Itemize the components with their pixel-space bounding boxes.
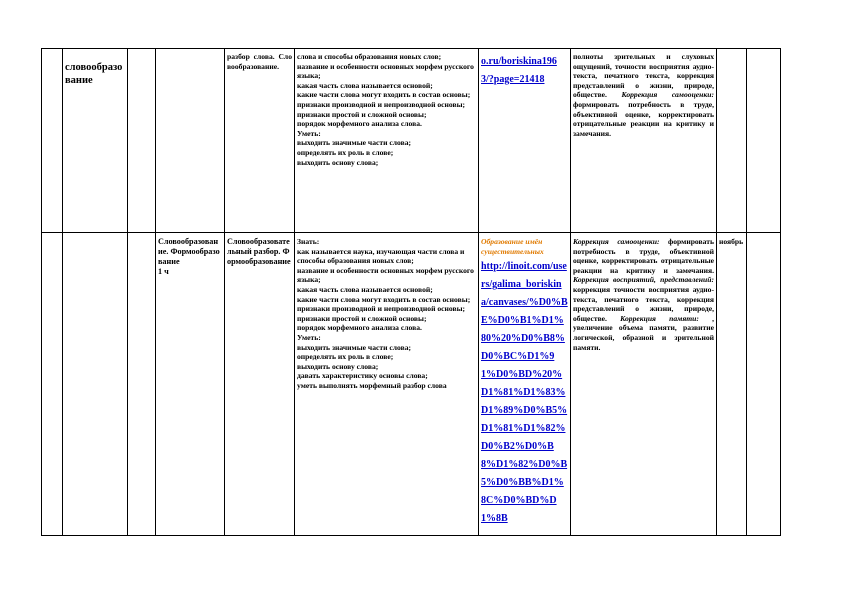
row2-lesson-type-cell — [227, 237, 292, 267]
row1-knowledge-line: слова и способы образования новых слов; — [297, 52, 442, 61]
row2-correction-label-3: Коррекция памяти: — [620, 313, 699, 323]
table-col-line-9 — [716, 48, 717, 536]
row2-knowledge-line: название и особенности основных морфем русского языка; — [297, 265, 474, 285]
row2-knowledge-line: Уметь: — [297, 332, 321, 342]
row2-hours-text: 1 ч — [158, 267, 169, 276]
row2-knowledge-line: давать характеристику основы слова; — [297, 371, 428, 381]
row2-knowledge-line: какая часть слова называется основой; — [297, 284, 433, 294]
row2-date-text: ноябрь — [719, 237, 744, 246]
row2-knowledge-line: Знать: — [297, 237, 320, 246]
row2-correction-text-2: коррекция точности восприятия аудио-текста, печатного текста, коррекция представлений о жизни, природе, обществе. — [573, 284, 714, 323]
row2-knowledge-line: признаки простой и сложной основы; — [297, 313, 427, 323]
table-col-line-2 — [62, 48, 63, 536]
row1-topic-text: словообразование — [65, 62, 123, 86]
row1-correction-cell — [573, 52, 714, 138]
row2-correction-label-1: Коррекция самооценки: — [573, 237, 660, 246]
row2-lesson-type-text: Словообразовательный разбор. Формообразование — [227, 237, 291, 266]
row1-knowledge-line: название и особенности основных морфем русского языка; — [297, 61, 474, 81]
row2-correction-cell — [573, 237, 714, 352]
row2-correction-text-3: , увеличение объема памяти, развитие логической, образной и зрительной памяти. — [573, 313, 714, 352]
row2-knowledge-line: уметь выполнять морфемный разбор слова — [297, 380, 447, 390]
row2-correction-text-1: формировать потребность в труде, объективной оценке, корректировать отрицательные реакции на критику и замечания. — [573, 237, 714, 275]
row1-knowledge-line: определять их роль в слове; — [297, 147, 394, 157]
table-col-line-5 — [224, 48, 225, 536]
row1-topic-cell — [65, 62, 125, 87]
table-col-line-10 — [746, 48, 747, 536]
row2-resource-cell — [481, 237, 568, 533]
row2-knowledge-cell — [297, 237, 476, 391]
table-col-line-8 — [570, 48, 571, 536]
row1-resource-cell — [481, 51, 568, 87]
row2-knowledge-line: определять их роль в слове; — [297, 352, 394, 362]
row1-knowledge-line: признаки простой и сложной основы; — [297, 109, 427, 119]
table-border-bottom — [41, 535, 780, 536]
row2-knowledge-line: как называется наука, изучающая части слова и способы образования новых слов; — [297, 246, 465, 266]
table-col-line-11 — [780, 48, 781, 536]
row1-knowledge-line: признаки производной и непроизводной основы; — [297, 99, 466, 109]
row1-knowledge-line: Уметь: — [297, 128, 321, 138]
row1-knowledge-line: порядок морфемного анализа слова. — [297, 119, 422, 129]
table-row-divider — [41, 232, 780, 233]
row2-knowledge-line: признаки производной и непроизводной основы; — [297, 304, 466, 314]
row2-knowledge-line: выходить значимые части слова; — [297, 342, 412, 352]
table-col-line-3 — [127, 48, 128, 536]
row1-correction-text: полноты зрительных и слуховых ощущений, точности восприятия аудио-текста, печатного текста, коррекция представлений о жизни, природе, обществе. — [573, 52, 714, 100]
row2-resource-link[interactable]: http://linoit.com/users/galima_boriskina/canvases/%D0%BE%D0%B1%D1%80%20%D0%B8%D0%BC%D1%91%D0%BD%20%D1%81%D1%83%D1%89%D0%B5%D1%81%D1%82%D0%B2%D0%B8%D1%82%D0%B5%D0%BB%D1%8C%D0%BD%D1%8B — [481, 261, 568, 525]
row2-knowledge-line: порядок морфемного анализа слова. — [297, 323, 422, 333]
row1-knowledge-line: какие части слова могут входить в состав основы; — [297, 90, 471, 100]
row2-topic-cell — [158, 237, 222, 277]
row2-correction-label-2: Коррекция восприятий, представлений: — [573, 275, 714, 285]
row1-knowledge-line: выходить основу слова; — [297, 157, 379, 167]
table-col-line-6 — [294, 48, 295, 536]
row2-knowledge-line: какие части слова могут входить в состав основы; — [297, 294, 471, 304]
row1-lesson-type-cell — [227, 52, 292, 71]
row2-topic-text: Словообразование. Формообразование — [158, 237, 220, 266]
table-border-top — [41, 48, 780, 49]
row1-knowledge-cell — [297, 52, 476, 167]
row1-knowledge-line: выходить значимые части слова; — [297, 138, 412, 148]
row1-correction-after: формировать потребность в труде, объективной оценке, корректировать отрицательные реакции на критику и замечания. — [573, 99, 714, 138]
table-col-line-1 — [41, 48, 42, 536]
row1-resource-link[interactable]: o.ru/boriskina1963/?page=21418 — [481, 56, 557, 85]
row2-resource-title: Образование имён существительных — [481, 237, 544, 256]
table-col-line-4 — [155, 48, 156, 536]
table-col-line-7 — [478, 48, 479, 536]
row1-correction-label: Коррекция самооценки: — [621, 90, 714, 100]
row1-lesson-type-text: разбор слова. Словообразование. — [227, 52, 292, 71]
row1-knowledge-line: какая часть слова называется основой; — [297, 80, 433, 90]
row2-knowledge-line: выходить основу слова; — [297, 361, 379, 371]
row2-date-cell — [719, 237, 745, 247]
